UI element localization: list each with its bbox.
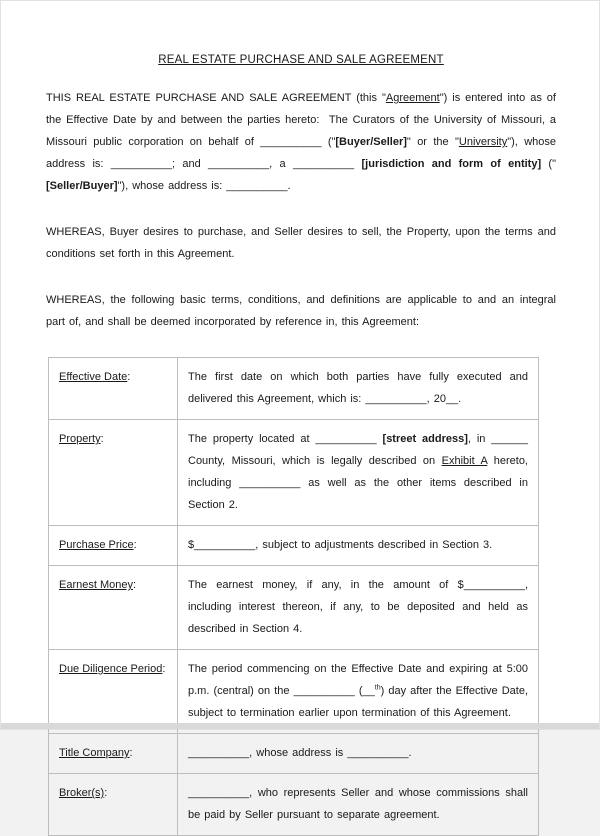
term-value: The period commencing on the Effective Date and expiring at 5:00 p.m. (central) on the __________ (__$^{th}$) day after the Effective Date, subject to termination earlier upon termination of this Agreement. <box>178 650 539 734</box>
document-content <box>1 1 599 836</box>
term-label: Broker(s): <box>49 774 178 836</box>
whereas-paragraph-2: WHEREAS, the following basic terms, conditions, and definitions are applicable to and an integral part of, and shall be deemed incorporated by reference in, this Agreement: <box>46 294 556 328</box>
table-row-property <box>49 420 539 526</box>
term-value: The earnest money, if any, in the amount of $__________, including interest thereon, if any, to be deposited and held as described in Section 4. <box>178 566 539 650</box>
term-label: Property: <box>49 420 178 526</box>
term-label: Effective Date: <box>49 358 178 420</box>
term-value: __________, whose address is __________. <box>178 734 539 774</box>
term-value: The property located at __________ [street address], in ______ County, Missouri, which is legally described on Exhibit A hereto, including __________ as well as the other items described in Section 2. <box>178 420 539 526</box>
term-value: $__________, subject to adjustments described in Section 3. <box>178 526 539 566</box>
whereas-paragraph-1: WHEREAS, Buyer desires to purchase, and Seller desires to sell, the Property, upon the terms and conditions set forth in this Agreement. <box>46 226 556 260</box>
table-row-purchase-price <box>49 526 539 566</box>
term-value: __________, who represents Seller and whose commissions shall be paid by Seller pursuant to separate agreement. <box>178 774 539 836</box>
term-value: The first date on which both parties have fully executed and delivered this Agreement, which is: __________, 20__. <box>178 358 539 420</box>
term-label: Due Diligence Period: <box>49 650 178 734</box>
table-row-title-company <box>49 734 539 774</box>
table-row-brokers <box>49 774 539 836</box>
term-label: Purchase Price: <box>49 526 178 566</box>
term-label: Earnest Money: <box>49 566 178 650</box>
table-row-effective-date <box>49 358 539 420</box>
table-row-earnest-money <box>49 566 539 650</box>
term-label: Title Company: <box>49 734 178 774</box>
page-bottom-edge <box>1 723 599 729</box>
table-row-due-diligence-period <box>49 650 539 734</box>
page-title: REAL ESTATE PURCHASE AND SALE AGREEMENT <box>158 54 444 66</box>
intro-paragraph: THIS REAL ESTATE PURCHASE AND SALE AGREEMENT (this "Agreement") is entered into as of the Effective Date by and between the parties hereto: The Curators of the University of Missouri, a Missouri public corporation on behalf of __________ ("[Buyer/Seller]" or the "University"), whose address is: __________; and __________, a __________ [jurisdiction and form of entity] ("[Seller/Buyer]"), whose address is: __________. <box>46 92 556 192</box>
terms-table <box>48 357 539 836</box>
